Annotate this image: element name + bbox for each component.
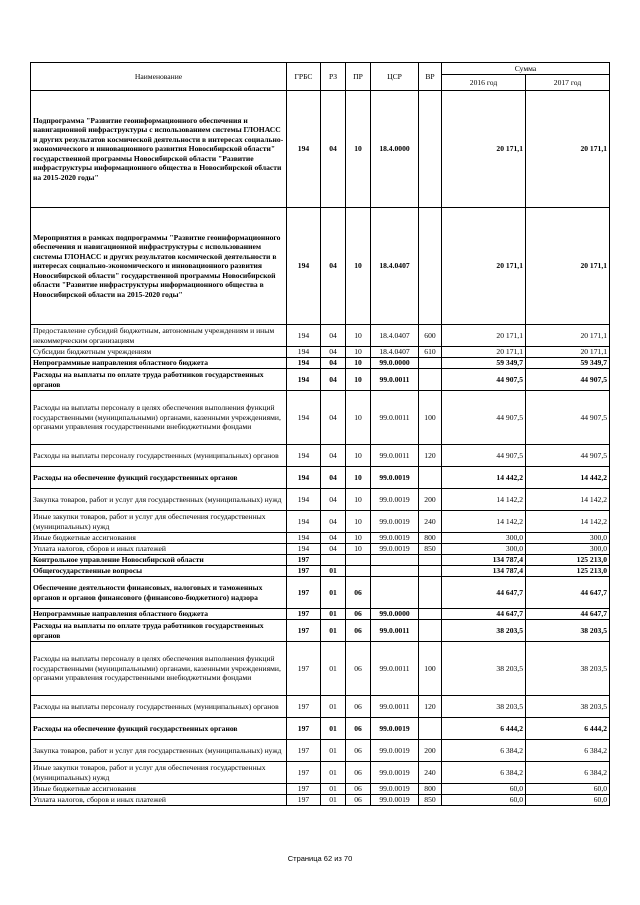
cell-csr: 99.0.0019: [371, 762, 419, 784]
cell-vr: 200: [419, 489, 442, 511]
cell-sum-2016: 59 349,7: [442, 358, 526, 369]
cell-sum-2016: 44 907,5: [442, 391, 526, 445]
cell-name: Расходы на выплаты персоналу государственных (муниципальных) органов: [31, 445, 287, 467]
cell-rz: 01: [321, 696, 346, 718]
cell-vr: 100: [419, 391, 442, 445]
cell-vr: [419, 555, 442, 566]
cell-rz: 04: [321, 369, 346, 391]
cell-grbs: 194: [287, 489, 321, 511]
cell-vr: [419, 718, 442, 740]
cell-sum-2016: 38 203,5: [442, 620, 526, 642]
cell-pr: 10: [346, 347, 371, 358]
cell-vr: 200: [419, 740, 442, 762]
cell-csr: 99.0.0019: [371, 467, 419, 489]
table-row: [31, 511, 610, 533]
budget-table: [30, 62, 610, 806]
cell-vr: 800: [419, 784, 442, 795]
cell-name: Подпрограмма "Развитие геоинформационного обеспечения и навигационной инфраструктуры с использованием системы ГЛОНАСС и других результатов космической деятельности в интересах социально-экономического и инновационного развития Новосибирской области" государственной программы Новосибирской области "Развитие инфраструктуры информационного общества в Новосибирской области на 2015-2020 годы": [31, 91, 287, 208]
cell-name: Предоставление субсидий бюджетным, автономным учреждениям и иным некоммерческим организациям: [31, 325, 287, 347]
cell-csr: 18.4.0407: [371, 347, 419, 358]
cell-csr: 18.4.0000: [371, 91, 419, 208]
cell-pr: 10: [346, 467, 371, 489]
header-year-2017: 2017 год: [526, 75, 610, 91]
cell-pr: 06: [346, 577, 371, 609]
cell-sum-2017: 59 349,7: [526, 358, 610, 369]
cell-name: Расходы на обеспечение функций государственных органов: [31, 467, 287, 489]
cell-pr: 06: [346, 762, 371, 784]
cell-sum-2016: 300,0: [442, 533, 526, 544]
cell-sum-2017: 44 647,7: [526, 577, 610, 609]
cell-sum-2017: 14 442,2: [526, 467, 610, 489]
cell-sum-2017: 300,0: [526, 544, 610, 555]
cell-grbs: 197: [287, 718, 321, 740]
cell-sum-2017: 14 142,2: [526, 511, 610, 533]
cell-vr: 850: [419, 795, 442, 806]
header-grbs: ГРБС: [287, 63, 321, 91]
cell-pr: 06: [346, 784, 371, 795]
cell-sum-2017: 38 203,5: [526, 642, 610, 696]
cell-name: Закупка товаров, работ и услуг для государственных (муниципальных) нужд: [31, 740, 287, 762]
cell-name: Уплата налогов, сборов и иных платежей: [31, 795, 287, 806]
header-rz: РЗ: [321, 63, 346, 91]
cell-grbs: 197: [287, 555, 321, 566]
cell-grbs: 197: [287, 577, 321, 609]
cell-name: Расходы на обеспечение функций государственных органов: [31, 718, 287, 740]
cell-sum-2017: 38 203,5: [526, 696, 610, 718]
cell-grbs: 194: [287, 391, 321, 445]
table-row: [31, 544, 610, 555]
cell-sum-2017: 44 907,5: [526, 369, 610, 391]
cell-pr: 10: [346, 533, 371, 544]
cell-rz: 01: [321, 620, 346, 642]
cell-vr: 850: [419, 544, 442, 555]
cell-name: Общегосударственные вопросы: [31, 566, 287, 577]
cell-rz: 01: [321, 762, 346, 784]
cell-pr: 06: [346, 609, 371, 620]
table-row: [31, 533, 610, 544]
cell-pr: 10: [346, 358, 371, 369]
cell-csr: 99.0.0011: [371, 642, 419, 696]
cell-csr: 99.0.0011: [371, 391, 419, 445]
table-row: [31, 795, 610, 806]
cell-sum-2016: 44 647,7: [442, 609, 526, 620]
cell-rz: 01: [321, 642, 346, 696]
cell-name: Обеспечение деятельности финансовых, налоговых и таможенных органов и органов финансового (финансово-бюджетного) надзора: [31, 577, 287, 609]
cell-grbs: 197: [287, 696, 321, 718]
table-row: [31, 208, 610, 325]
cell-vr: [419, 467, 442, 489]
cell-csr: 99.0.0019: [371, 795, 419, 806]
cell-sum-2017: 6 384,2: [526, 762, 610, 784]
cell-sum-2016: 38 203,5: [442, 642, 526, 696]
cell-sum-2016: 38 203,5: [442, 696, 526, 718]
cell-rz: 01: [321, 795, 346, 806]
cell-sum-2017: 60,0: [526, 795, 610, 806]
cell-pr: 10: [346, 489, 371, 511]
cell-vr: [419, 620, 442, 642]
cell-name: Уплата налогов, сборов и иных платежей: [31, 544, 287, 555]
table-row: [31, 784, 610, 795]
cell-sum-2017: 300,0: [526, 533, 610, 544]
cell-sum-2017: 44 907,5: [526, 445, 610, 467]
cell-grbs: 197: [287, 795, 321, 806]
cell-sum-2017: 60,0: [526, 784, 610, 795]
table-row: [31, 347, 610, 358]
cell-vr: [419, 609, 442, 620]
cell-rz: 01: [321, 609, 346, 620]
table-row: [31, 555, 610, 566]
cell-csr: 99.0.0011: [371, 445, 419, 467]
cell-sum-2016: 20 171,1: [442, 208, 526, 325]
cell-sum-2016: 134 787,4: [442, 555, 526, 566]
cell-sum-2016: 6 444,2: [442, 718, 526, 740]
cell-grbs: 197: [287, 762, 321, 784]
cell-csr: 99.0.0000: [371, 609, 419, 620]
cell-grbs: 197: [287, 620, 321, 642]
cell-vr: [419, 566, 442, 577]
cell-rz: 04: [321, 489, 346, 511]
cell-sum-2016: 14 142,2: [442, 489, 526, 511]
cell-csr: [371, 555, 419, 566]
cell-vr: 800: [419, 533, 442, 544]
table-body: [31, 91, 610, 806]
cell-sum-2017: 44 907,5: [526, 391, 610, 445]
cell-sum-2017: 125 213,0: [526, 566, 610, 577]
cell-pr: 10: [346, 544, 371, 555]
cell-name: Субсидии бюджетным учреждениям: [31, 347, 287, 358]
cell-name: Расходы на выплаты персоналу в целях обеспечения выполнения функций государственными (муниципальными) органами, казенными учреждениями, органами управления государственными внебюджетными фондами: [31, 391, 287, 445]
cell-name: Расходы на выплаты по оплате труда работников государственных органов: [31, 620, 287, 642]
cell-pr: 06: [346, 642, 371, 696]
cell-sum-2016: 14 142,2: [442, 511, 526, 533]
cell-csr: 99.0.0011: [371, 369, 419, 391]
header-csr: ЦСР: [371, 63, 419, 91]
cell-grbs: 197: [287, 784, 321, 795]
cell-grbs: 194: [287, 358, 321, 369]
cell-rz: 01: [321, 718, 346, 740]
cell-sum-2017: 20 171,1: [526, 91, 610, 208]
header-pr: ПР: [346, 63, 371, 91]
cell-vr: [419, 208, 442, 325]
table-row: [31, 489, 610, 511]
cell-grbs: 194: [287, 533, 321, 544]
cell-sum-2016: 134 787,4: [442, 566, 526, 577]
cell-csr: 99.0.0011: [371, 620, 419, 642]
cell-sum-2017: 20 171,1: [526, 208, 610, 325]
table-row: [31, 91, 610, 208]
cell-rz: 04: [321, 347, 346, 358]
cell-sum-2016: 44 647,7: [442, 577, 526, 609]
cell-grbs: 197: [287, 740, 321, 762]
cell-sum-2017: 38 203,5: [526, 620, 610, 642]
cell-vr: 100: [419, 642, 442, 696]
cell-sum-2016: 20 171,1: [442, 325, 526, 347]
cell-pr: 06: [346, 718, 371, 740]
table-row: [31, 762, 610, 784]
table-row: [31, 391, 610, 445]
table-row: [31, 358, 610, 369]
cell-pr: [346, 566, 371, 577]
cell-grbs: 197: [287, 609, 321, 620]
cell-csr: 99.0.0019: [371, 718, 419, 740]
cell-csr: [371, 566, 419, 577]
table-header: [31, 63, 610, 91]
cell-vr: 120: [419, 696, 442, 718]
cell-grbs: 194: [287, 544, 321, 555]
cell-csr: 18.4.0407: [371, 325, 419, 347]
cell-rz: 04: [321, 544, 346, 555]
table-row: [31, 369, 610, 391]
cell-rz: 04: [321, 391, 346, 445]
cell-name: Закупка товаров, работ и услуг для государственных (муниципальных) нужд: [31, 489, 287, 511]
header-vr: ВР: [419, 63, 442, 91]
cell-name: Иные бюджетные ассигнования: [31, 533, 287, 544]
cell-rz: 01: [321, 784, 346, 795]
cell-sum-2016: 14 442,2: [442, 467, 526, 489]
cell-pr: [346, 555, 371, 566]
table-row: [31, 620, 610, 642]
cell-grbs: 194: [287, 325, 321, 347]
cell-rz: 04: [321, 208, 346, 325]
cell-grbs: 197: [287, 566, 321, 577]
table-row: [31, 718, 610, 740]
cell-csr: [371, 577, 419, 609]
cell-sum-2016: 6 384,2: [442, 740, 526, 762]
cell-vr: [419, 577, 442, 609]
cell-pr: 06: [346, 620, 371, 642]
cell-rz: 01: [321, 740, 346, 762]
table-row: [31, 577, 610, 609]
cell-vr: 120: [419, 445, 442, 467]
cell-csr: 99.0.0011: [371, 696, 419, 718]
cell-csr: 99.0.0019: [371, 489, 419, 511]
cell-name: Иные закупки товаров, работ и услуг для обеспечения государственных (муниципальных) нужд: [31, 511, 287, 533]
cell-rz: [321, 555, 346, 566]
page-number: Страница 62 из 70: [287, 854, 353, 863]
cell-pr: 10: [346, 208, 371, 325]
cell-pr: 10: [346, 369, 371, 391]
cell-rz: 04: [321, 91, 346, 208]
cell-rz: 01: [321, 577, 346, 609]
cell-sum-2017: 14 142,2: [526, 489, 610, 511]
cell-pr: 10: [346, 91, 371, 208]
cell-csr: 99.0.0000: [371, 358, 419, 369]
cell-sum-2016: 44 907,5: [442, 369, 526, 391]
table-row: [31, 467, 610, 489]
cell-pr: 06: [346, 740, 371, 762]
cell-rz: 04: [321, 467, 346, 489]
cell-sum-2016: 20 171,1: [442, 91, 526, 208]
cell-pr: 10: [346, 445, 371, 467]
cell-csr: 99.0.0019: [371, 740, 419, 762]
cell-grbs: 194: [287, 467, 321, 489]
cell-vr: [419, 91, 442, 208]
cell-sum-2017: 20 171,1: [526, 347, 610, 358]
cell-name: Иные бюджетные ассигнования: [31, 784, 287, 795]
cell-name: Непрограммные направления областного бюджета: [31, 609, 287, 620]
cell-sum-2017: 6 384,2: [526, 740, 610, 762]
table-row: [31, 696, 610, 718]
cell-sum-2017: 20 171,1: [526, 325, 610, 347]
cell-sum-2016: 20 171,1: [442, 347, 526, 358]
cell-grbs: 194: [287, 347, 321, 358]
cell-sum-2016: 60,0: [442, 784, 526, 795]
table-row: [31, 445, 610, 467]
cell-vr: 240: [419, 511, 442, 533]
cell-grbs: 194: [287, 208, 321, 325]
cell-grbs: 194: [287, 445, 321, 467]
cell-rz: 04: [321, 445, 346, 467]
header-name: Наименование: [31, 63, 287, 91]
table-row: [31, 566, 610, 577]
cell-name: Расходы на выплаты персоналу государственных (муниципальных) органов: [31, 696, 287, 718]
table-row: [31, 325, 610, 347]
cell-sum-2016: 44 907,5: [442, 445, 526, 467]
cell-name: Мероприятия в рамках подпрограммы "Развитие геоинформационного обеспечения и навигационной инфраструктуры с использованием системы ГЛОНАСС и других результатов космической деятельности в интересах социально-экономического и инновационного развития Новосибирской области" государственной программы Новосибирской области "Развитие инфраструктуры информационного общества в Новосибирской области на 2015-2020 годы": [31, 208, 287, 325]
cell-pr: 10: [346, 391, 371, 445]
cell-sum-2017: 125 213,0: [526, 555, 610, 566]
cell-name: Непрограммные направления областного бюджета: [31, 358, 287, 369]
cell-name: Расходы на выплаты персоналу в целях обеспечения выполнения функций государственными (муниципальными) органами, казенными учреждениями, органами управления государственными внебюджетными фондами: [31, 642, 287, 696]
cell-csr: 99.0.0019: [371, 533, 419, 544]
cell-sum-2017: 6 444,2: [526, 718, 610, 740]
cell-rz: 01: [321, 566, 346, 577]
cell-sum-2016: 300,0: [442, 544, 526, 555]
table-row: [31, 740, 610, 762]
cell-csr: 99.0.0019: [371, 544, 419, 555]
cell-rz: 04: [321, 533, 346, 544]
cell-grbs: 194: [287, 511, 321, 533]
cell-rz: 04: [321, 358, 346, 369]
header-year-2016: 2016 год: [442, 75, 526, 91]
cell-csr: 18.4.0407: [371, 208, 419, 325]
table-row: [31, 609, 610, 620]
cell-sum-2017: 44 647,7: [526, 609, 610, 620]
table-row: [31, 642, 610, 696]
cell-vr: [419, 369, 442, 391]
cell-rz: 04: [321, 325, 346, 347]
cell-pr: 06: [346, 696, 371, 718]
cell-vr: 240: [419, 762, 442, 784]
cell-csr: 99.0.0019: [371, 511, 419, 533]
cell-pr: 10: [346, 325, 371, 347]
cell-grbs: 197: [287, 642, 321, 696]
cell-pr: 06: [346, 795, 371, 806]
cell-name: Расходы на выплаты по оплате труда работников государственных органов: [31, 369, 287, 391]
cell-name: Иные закупки товаров, работ и услуг для обеспечения государственных (муниципальных) нужд: [31, 762, 287, 784]
cell-vr: 600: [419, 325, 442, 347]
cell-grbs: 194: [287, 91, 321, 208]
cell-pr: 10: [346, 511, 371, 533]
cell-vr: [419, 358, 442, 369]
cell-csr: 99.0.0019: [371, 784, 419, 795]
cell-sum-2016: 6 384,2: [442, 762, 526, 784]
cell-vr: 610: [419, 347, 442, 358]
cell-name: Контрольное управление Новосибирской области: [31, 555, 287, 566]
cell-rz: 04: [321, 511, 346, 533]
header-sum: Сумма: [442, 63, 610, 75]
cell-grbs: 194: [287, 369, 321, 391]
cell-sum-2016: 60,0: [442, 795, 526, 806]
